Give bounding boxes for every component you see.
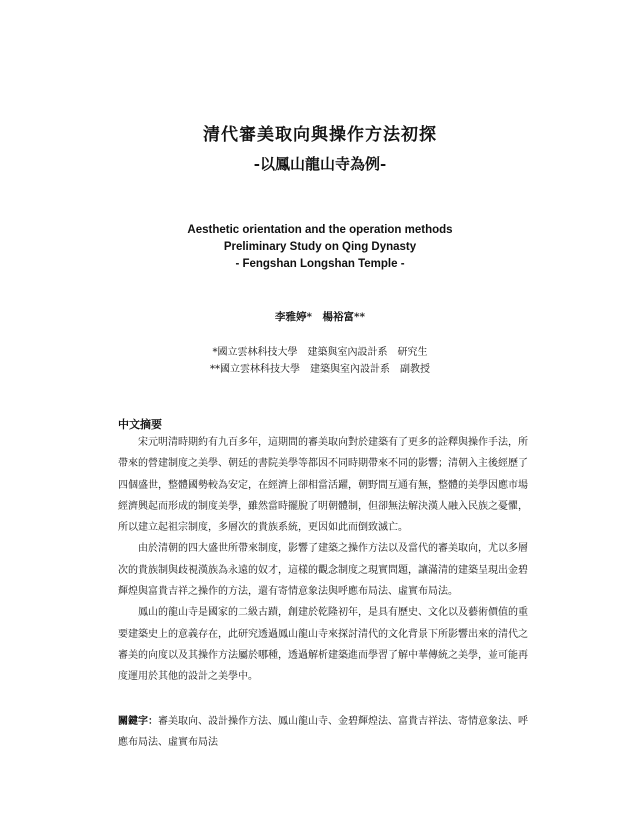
english-title (0, 222, 640, 273)
affiliation-1: *國立雲林科技大學 建築與室內設計系 研究生 (212, 347, 428, 358)
affiliation-2: **國立雲林科技大學 建築與室內設計系 副教授 (210, 364, 430, 375)
chinese-title: 清代審美取向與操作方法初探 (203, 125, 437, 145)
chinese-subtitle: -以鳳山龍山寺為例- (253, 155, 387, 173)
keywords (118, 711, 528, 753)
abstract-body (118, 432, 528, 688)
abstract-paragraph-1: 宋元明清時期約有九百多年，這期間的審美取向對於建築有了更多的詮釋與操作手法，所帶來的營建制度之美學、朝廷的書院美學等都因不同時期帶來不同的影響；清朝入主後經歷了四個盛世，整體國勢較為安定，在經濟上卻相當活躍，朝野間互通有無，整體的美學因應市場經濟興起而形成的制度美學，雖然當時擺脫了明朝體制，但卻無法解決漢人融入民族之憂懼，所以建立起祖宗制度，多層次的貴族系統，更因如此而倒致滅亡。 (118, 437, 528, 534)
abstract-paragraph-2: 由於清朝的四大盛世所帶來制度，影響了建築之操作方法以及當代的審美取向，尤以多層次的貴族制與歧視漢族為永遠的奴才，這樣的觀念制度之現實問題，讓滿清的建築呈現出金碧輝煌與富貴吉祥之操作的方法，還有寄情意象法與呼應布局法、虛實布局法。 (118, 543, 528, 598)
english-title-line-2: Preliminary Study on Qing Dynasty (223, 241, 417, 253)
abstract-heading: 中文摘要 (118, 418, 162, 431)
keywords-label: 關鍵字： (118, 716, 158, 727)
affiliations (0, 344, 640, 378)
english-title-line-3: - Fengshan Longshan Temple - (235, 258, 405, 270)
abstract-paragraph-3: 鳳山的龍山寺是國家的二級古蹟，創建於乾隆初年，是具有歷史、文化以及藝術價值的重要建築史上的意義存在，此研究透過鳳山龍山寺來探討清代的文化背景下所影響出來的清代之審美的向度以及其操作方法屬於哪種，透過解析建築進而學習了解中華傳統之美學，並可能再度運用於其他的設計之美學中。 (118, 607, 528, 683)
authors: 李雅婷* 楊裕富** (275, 311, 365, 323)
keywords-text: 審美取向、設計操作方法、鳳山龍山寺、金碧輝煌法、富貴吉祥法、寄情意象法、呼應布局法、虛實布局法 (118, 716, 528, 748)
english-title-line-1: Aesthetic orientation and the operation methods (187, 224, 453, 236)
